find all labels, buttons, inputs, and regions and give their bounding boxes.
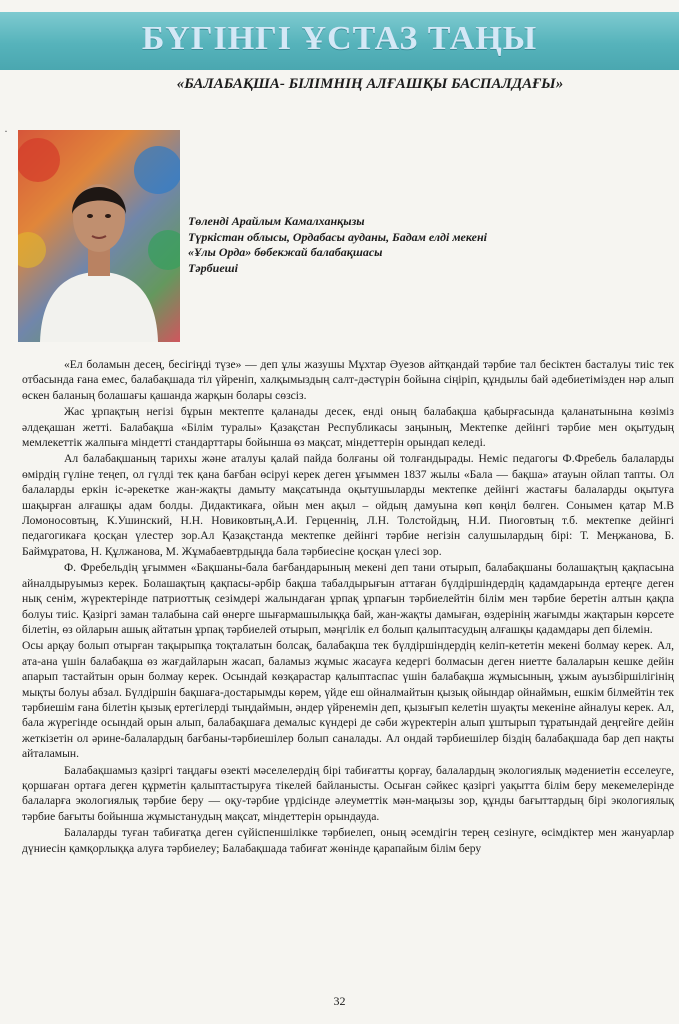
article-title: «БАЛАБАҚША- БІЛІМНІҢ АЛҒАШҚЫ БАСПАЛДАҒЫ» [176,76,564,92]
paragraph: «Ел боламын десең, бесігіңді түзе» — деп ұлы жазушы Мұхтар Әуезов айтқандай тәрбие тал бесіктен басталуы тиіс тек отбасында ғана емес, балабақшада тіл үйреніп, халқымыздың салт-дәстүрін бойына сіңіріп, құндылы бай әдебиетімізден нәр алып өскен баланың болашағы қашанда жарқын болары сөзсіз. [22,358,674,402]
article-body [22,357,674,857]
paragraph: Балабақшамыз қазіргі таңдағы өзекті мәселелердің бірі табиғатты қорғау, балалардың экологиялық мәдениетін есселеуге, қоршаған ортаға деген құрметін қалыптастыруға тікелей байланысты. Осыған сәйкес қазіргі уақытта білім беру мекемелерінде балаларға экологиялық тәрбие беру — оқу-тәрбие үрдісінде әлеуметтік мән-маңызы зор, құнды бағыттардың бірі экологиялық тәрбие бағыты бойынша жұмыстанудың мақсат, міндеттерін орындауда. [22,763,674,823]
section-banner [0,12,679,70]
section-title: БҮГІНГІ ҰСТАЗ ТАҢЫ [141,20,538,57]
author-portrait-image [18,130,180,342]
page-number: 32 [333,994,346,1008]
paragraph: Ал балабақшаның тарихы және аталуы қалай пайда болғаны ой толғандырады. Неміс педагогы Ф.Фребель балаларды өмірдің гүліне теңеп, ол гүлді тек қана бағбан өсіруі керек деген ұғыммен 1837 жылы «Бала — бақша» атауын ойлап тапты. Ол балаларды еркін іс-әрекетке жан-жақты дамыту мақсатында оқытушыларды мектепке дейінгі жастағы балаларды оқытуға шақырған алғашқы адам болды. Дидактикаға, ойын мен ақыл – ойдың дамуына көп көңіл бөлген. Сонымен қатар М.В Ломоносовтың, К.Ушинский, Н.Н. Новиковтың,А.И. Герценнің, Л.Н. Толстойдың, Н.И. Пиоговтың т.б. мектепке дейінгі педагогикаға қосқан үлестер зор.Ал Қазақстанда мектепке дейінгі тәрбие негізін салушылардың бірі: Т. Меңжанова, Б. Баймұратова, Н. Құлжанова, М. Жұмабаевтрдыңда бала тәрбиесіне қосқан үлесі зор. [22,452,674,558]
paragraph: Осы арқау болып отырған тақырыпқа тоқталатын болсақ, балабақша тек бүлдіршіндердің келіп-кететін мекені болмау керек. Ал, ата-ана үшін балабақша өз жағдайларын жасап, баламыз жұмыс жасауға кедергі болмасын деген ниетте балаларын кешке дейін апарып тастайтын орын болмау керек. Осындай көзқарастар қалыптаспас үшін балабақша жұмысының, ұжым ауызбіршілігінің мықты болуы абзал. Бүлдіршін бақшаға-достарымды көрем, үйде еш ойналмайтын қызық ойындар ойнаймын, ешкім білмейтін тек тәрбиешім ғана білетін қызық ертегілерді тыңдаймын, әндер үйренемін деп, қызығып келетін шуақты мекеніне айналуы керек. Ал, бала жүрегінде осындай орын алып, балабақшаға демалыс күндері де сәби жүректерін алып ұштырып тұратындай деңгейге дейін жеткізетін ол әрине-балалардың бағбаны-тәрбиешілер болып саналады. Ал ондай тәрбиешілер біздің балабақшада бар деп нақты айталамын. [22,639,674,761]
margin-mark: · [4,124,8,138]
author-name: Төленді Арайлым Камалханқызы [188,214,365,228]
author-position: Тәрбиеші [188,260,238,275]
paragraph: Жас ұрпақтың негізі бұрын мектепте қаланады десек, енді оның балабақша қабырғасында қаланатынына көзіміз әлдеқашан жетті. Балабақша «Білім туралы» Қазақстан Республикасы заңының, Мектепке дейінгі тәрбие мен оқытудың мемлекеттік жалпыға міндетті стандарттары бойынша өз мақсат, міндеттерін орындап келеді. [22,405,674,450]
paragraph: Ф. Фребельдің ұғыммен «Бақшаны-бала бағбандарының мекені деп тани отырып, балабақшаны болашақтың қақпасына айналдыруымыз керек. Болашақтың қақпасы-әрбір бақша табалдырығын аттаған бүлдіршіндердің қадамдарында ертеңге деген нық сенім, жүректерінде патриоттық сезімдері жалындаған ұрпақ ұрпағын тәрбиелейтін білім мен тәрбие беретін алтын қақпа болуы тиіс. Қазіргі заман талабына сай өнерге шығармашылыққа бай, жан-жақты дамыған, өздерінің жағымды жақтарын көрсете білетін, өз ойларын ашық айтатын ұрпақ тәрбиелей отырып, мәңгілік ел болып қалыптасудың алғашқы қадамдары деп білемін. [22,561,674,636]
author-location: Түркістан облысы, Ордабасы ауданы, Бадам елді мекені [188,229,487,244]
author-photo [18,130,180,342]
paragraph: Балаларды туған табиғатқа деген сүйіспеншілікке тәрбиелеп, оның әсемдігін терең сезінуге, өсімдіктер мен жануарлар дүниесін қамқорлыққа алуға тәрбиелеу; Балабақшада табиғат жөнінде қарапайым білім беру [22,826,674,855]
author-organization: «Ұлы Орда» бөбекжай балабақшасы [188,245,383,259]
author-info [188,214,488,276]
